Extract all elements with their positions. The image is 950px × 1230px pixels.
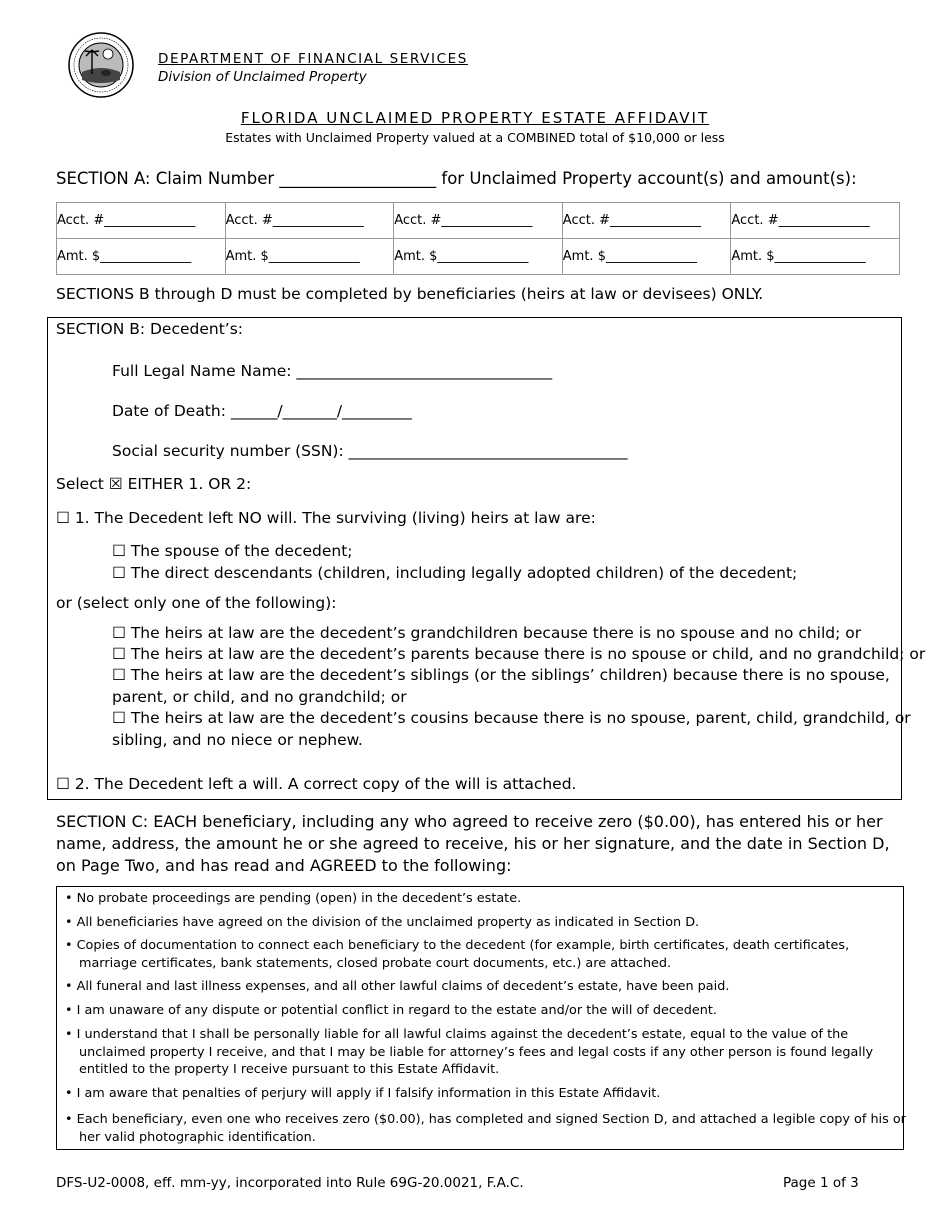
list-item: • Each beneficiary, even one who receives zero ($0.00), has completed and signed Section D, and attached a legible copy of his or her valid photographic identification. bbox=[65, 1112, 906, 1145]
department-name: DEPARTMENT OF FINANCIAL SERVICES bbox=[158, 51, 468, 67]
select-instruction: Select ☒ EITHER 1. OR 2: bbox=[56, 475, 252, 493]
list-item: • Copies of documentation to connect each beneficiary to the decedent (for example, birth certificates, death certificates, marriage certificates, bank statements, closed probate court documents, etc.) are attached. bbox=[65, 938, 850, 971]
page-number: Page 1 of 3 bbox=[783, 1175, 859, 1191]
acct-field-2[interactable]: Acct. #______________ bbox=[225, 203, 394, 239]
list-item: • All beneficiaries have agreed on the division of the unclaimed property as indicated in Section D. bbox=[65, 915, 700, 930]
heir-descendants-option[interactable]: ☐ The direct descendants (children, including legally adopted children) of the decedent; bbox=[112, 564, 798, 582]
bullet-text: No probate proceedings are pending (open) in the decedent’s estate. bbox=[76, 891, 522, 906]
bullet-text: Copies of documentation to connect each beneficiary to the decedent (for example, birth certificates, death certificates, marriage certificates, bank statements, closed probate court documents, etc.) are attached. bbox=[76, 938, 850, 971]
list-item: • I am unaware of any dispute or potential conflict in regard to the estate and/or the will of decedent. bbox=[65, 1003, 717, 1018]
acct-field-1[interactable]: Acct. #______________ bbox=[57, 203, 226, 239]
bullet-text: I am unaware of any dispute or potential conflict in regard to the estate and/or the will of decedent. bbox=[76, 1003, 717, 1018]
accounts-table bbox=[56, 202, 900, 275]
list-item: • I am aware that penalties of perjury will apply if I falsify information in this Estate Affidavit. bbox=[65, 1086, 661, 1101]
option-2-will[interactable]: ☐ 2. The Decedent left a will. A correct copy of the will is attached. bbox=[56, 775, 577, 793]
section-c-box bbox=[56, 886, 904, 1150]
amt-field-1[interactable]: Amt. $______________ bbox=[57, 239, 226, 275]
section-c-intro: SECTION C: EACH beneficiary, including any who agreed to receive zero ($0.00), has entered his or her name, address, the amount he or she agreed to receive, his or her signature, and the date in Section D, on Page Two, and has read and AGREED to the following: bbox=[56, 812, 890, 875]
amt-field-3[interactable]: Amt. $______________ bbox=[394, 239, 563, 275]
section-b-heading: SECTION B: Decedent’s: bbox=[56, 320, 244, 338]
heir-spouse-option[interactable]: ☐ The spouse of the decedent; bbox=[112, 542, 353, 560]
bullet-text: All funeral and last illness expenses, and all other lawful claims of decedent’s estate, have been paid. bbox=[76, 979, 730, 994]
heir-cousins-option-cont: sibling, and no niece or nephew. bbox=[112, 731, 363, 749]
acct-field-4[interactable]: Acct. #______________ bbox=[562, 203, 731, 239]
acct-field-3[interactable]: Acct. #______________ bbox=[394, 203, 563, 239]
division-name: Division of Unclaimed Property bbox=[158, 69, 367, 85]
option-1-no-will[interactable]: ☐ 1. The Decedent left NO will. The surviving (living) heirs at law are: bbox=[56, 509, 596, 527]
list-item: • All funeral and last illness expenses, and all other lawful claims of decedent’s estate, have been paid. bbox=[65, 979, 730, 994]
form-subtitle: Estates with Unclaimed Property valued at a COMBINED total of $10,000 or less bbox=[225, 130, 725, 145]
amt-field-4[interactable]: Amt. $______________ bbox=[562, 239, 731, 275]
bullet-text: I understand that I shall be personally liable for all lawful claims against the decedent’s estate, equal to the value of the unclaimed property I receive, and that I may be liable for attorney’s fees and legal costs if any other person is found legally entitled to the property I receive pursuant to this Estate Affidavit. bbox=[76, 1027, 874, 1077]
bullet-text: All beneficiaries have agreed on the division of the unclaimed property as indicated in Section D. bbox=[76, 915, 700, 930]
amt-field-2[interactable]: Amt. $______________ bbox=[225, 239, 394, 275]
bullet-text: I am aware that penalties of perjury will apply if I falsify information in this Estate Affidavit. bbox=[76, 1086, 661, 1101]
list-item: • No probate proceedings are pending (open) in the decedent’s estate. bbox=[65, 891, 522, 906]
heir-siblings-option-cont: parent, or child, and no grandchild; or bbox=[112, 688, 407, 706]
heir-grandchildren-option[interactable]: ☐ The heirs at law are the decedent’s grandchildren because there is no spouse and no child; or bbox=[112, 624, 862, 642]
heir-cousins-option[interactable]: ☐ The heirs at law are the decedent’s cousins because there is no spouse, parent, child, grandchild, or bbox=[112, 709, 911, 727]
full-legal-name-field[interactable]: Full Legal Name Name: _________________________________ bbox=[112, 362, 553, 380]
form-id: DFS-U2-0008, eff. mm-yy, incorporated into Rule 69G-20.0021, F.A.C. bbox=[56, 1175, 524, 1191]
bullet-text: Each beneficiary, even one who receives zero ($0.00), has completed and signed Section D, and attached a legible copy of his or her valid photographic identification. bbox=[76, 1112, 906, 1145]
date-of-death-field[interactable]: Date of Death: ______/_______/_________ bbox=[112, 402, 412, 420]
section-a-claim-line: SECTION A: Claim Number ___________________ for Unclaimed Property account(s) and amount(s): bbox=[56, 169, 857, 188]
heir-siblings-option[interactable]: ☐ The heirs at law are the decedent’s siblings (or the siblings’ children) because there is no spouse, bbox=[112, 666, 890, 684]
form-title: FLORIDA UNCLAIMED PROPERTY ESTATE AFFIDAVIT bbox=[240, 109, 710, 127]
or-select-note: or (select only one of the following): bbox=[56, 594, 337, 612]
acct-field-5[interactable]: Acct. #______________ bbox=[731, 203, 900, 239]
list-item: • I understand that I shall be personally liable for all lawful claims against the decedent’s estate, equal to the value of the unclaimed property I receive, and that I may be liable for attorney’s fees and legal costs if any other person is found legally entitled to the property I receive pursuant to this Estate Affidavit. bbox=[65, 1027, 874, 1077]
amt-field-5[interactable]: Amt. $______________ bbox=[731, 239, 900, 275]
account-row bbox=[57, 203, 900, 239]
amount-row bbox=[57, 239, 900, 275]
heir-parents-option[interactable]: ☐ The heirs at law are the decedent’s parents because there is no spouse or child, and no grandchild; or bbox=[112, 645, 926, 663]
ssn-field[interactable]: Social security number (SSN): ____________________________________ bbox=[112, 442, 628, 460]
sections-b-d-note: SECTIONS B through D must be completed by beneficiaries (heirs at law or devisees) ONLY. bbox=[56, 285, 764, 303]
state-seal-logo bbox=[68, 30, 134, 100]
